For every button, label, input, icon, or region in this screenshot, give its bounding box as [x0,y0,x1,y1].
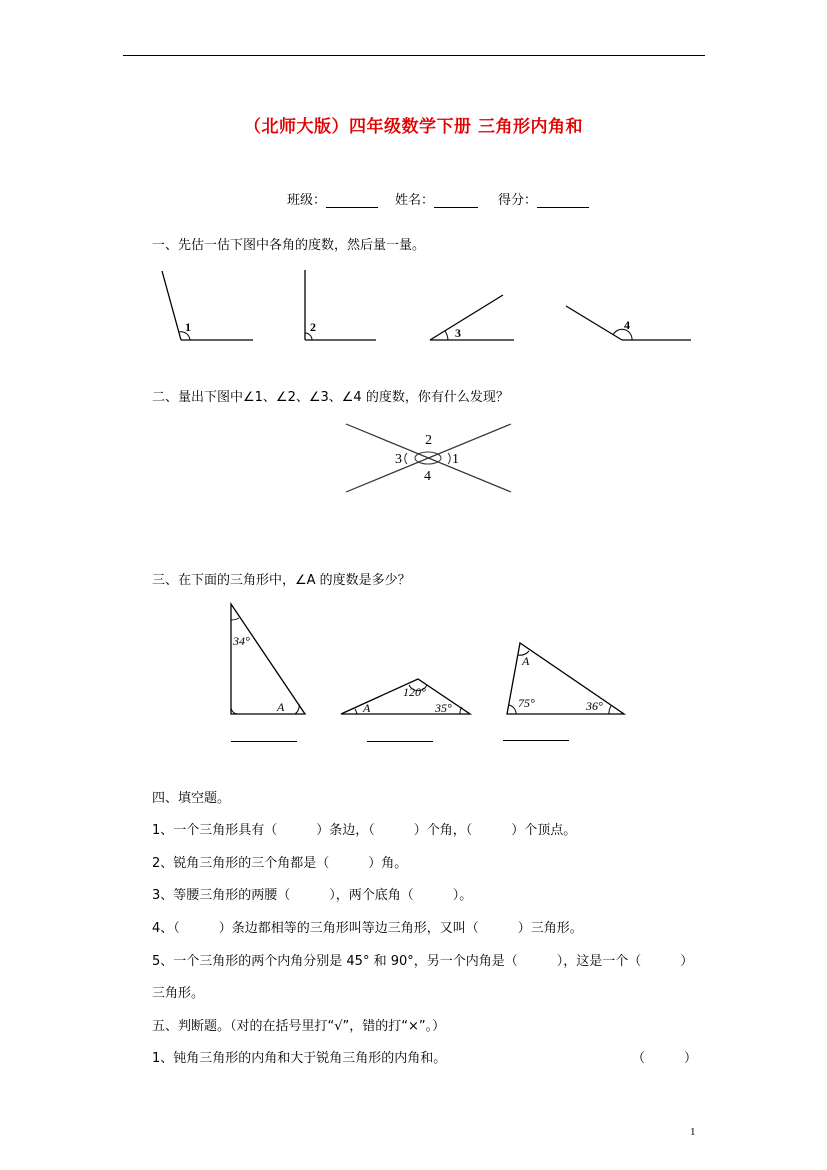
triangle2-angle-given2: 35° [435,701,452,715]
page-number: 1 [690,1126,696,1138]
section5-heading: 五、判断题。（对的在括号里打“√”，错的打“×”。） [152,1019,446,1034]
cross-label-2: 2 [425,433,432,448]
fill-item-5: 5、一个三角形的两个内角分别是 45° 和 90°，另一个内角是（ ），这是一个（ ） [152,954,694,969]
triangle3-vertex-A: A [522,654,530,668]
class-label: 班级： [287,193,327,208]
class-blank[interactable] [326,193,378,208]
name-label: 姓名： [395,193,435,208]
fill-item-5-cont: 三角形。 [152,986,205,1001]
angle2-label: 2 [310,320,316,334]
triangle3-right-arc [609,706,611,714]
triangles-figure [220,595,640,725]
angle3-label: 3 [455,326,461,340]
section1-heading: 一、先估一估下图中各角的度数，然后量一量。 [152,238,426,253]
angle1-arm-b [162,271,181,340]
angle1-label: 1 [185,320,191,334]
triangle2-A-arc [355,709,357,714]
angle3-arm-b [430,295,503,340]
triangle2-vertex-A: A [363,701,371,715]
crossing-lines-figure [340,420,520,500]
triangle3-angle-given2: 36° [586,699,603,713]
triangle3-left-arc [509,705,516,714]
angle3-arc [445,331,448,340]
section3-heading: 三、在下面的三角形中，∠A 的度数是多少？ [152,573,411,588]
left-arc [405,453,407,464]
triangle1-angle-given: 34° [233,634,250,648]
triangle2-answer-line[interactable] [367,741,433,742]
angle2-arc [305,333,312,340]
score-blank[interactable] [537,193,589,208]
cross-label-1: 1 [452,452,459,467]
judge-item-1: 1、钝角三角形的内角和大于锐角三角形的内角和。 [152,1051,447,1066]
section4-heading: 四、填空题。 [152,791,231,806]
header-rule [123,55,705,56]
angles-figure [150,265,710,350]
fill-item-2: 2、锐角三角形的三个角都是（ ）角。 [152,856,408,871]
score-label: 得分： [498,193,538,208]
cross-label-3: 3 [395,452,402,467]
triangle1-top-arc [231,618,239,620]
fill-item-4: 4、（ ）条边都相等的三角形叫等边三角形，又叫（ ）三角形。 [152,921,583,936]
class-field [287,189,378,208]
triangle3-answer-line[interactable] [503,740,569,741]
triangle1-vertex-A: A [277,700,285,714]
section2-heading: 二、量出下图中∠1、∠2、∠3、∠4 的度数，你有什么发现？ [152,390,509,405]
name-field [395,189,478,208]
triangle2-angle-given: 120° [403,685,426,699]
cross-label-4: 4 [424,469,431,484]
page-title: （北师大版）四年级数学下册 三角形内角和 [244,117,583,137]
fill-item-3: 3、等腰三角形的两腰（ ），两个底角（ ）。 [152,888,473,903]
triangle1-right-mark [231,707,238,714]
angle4-label: 4 [624,318,630,332]
right-arc [448,453,450,464]
triangle3-angle-given: 75° [518,696,535,710]
triangle1 [231,604,305,714]
score-field [498,189,589,208]
fill-item-1: 1、一个三角形具有（ ）条边，（ ）个角，（ ）个顶点。 [152,823,577,838]
judge-item-1-bracket[interactable]: （ ） [632,1051,698,1066]
triangle1-answer-line[interactable] [231,741,297,742]
name-blank[interactable] [434,193,478,208]
